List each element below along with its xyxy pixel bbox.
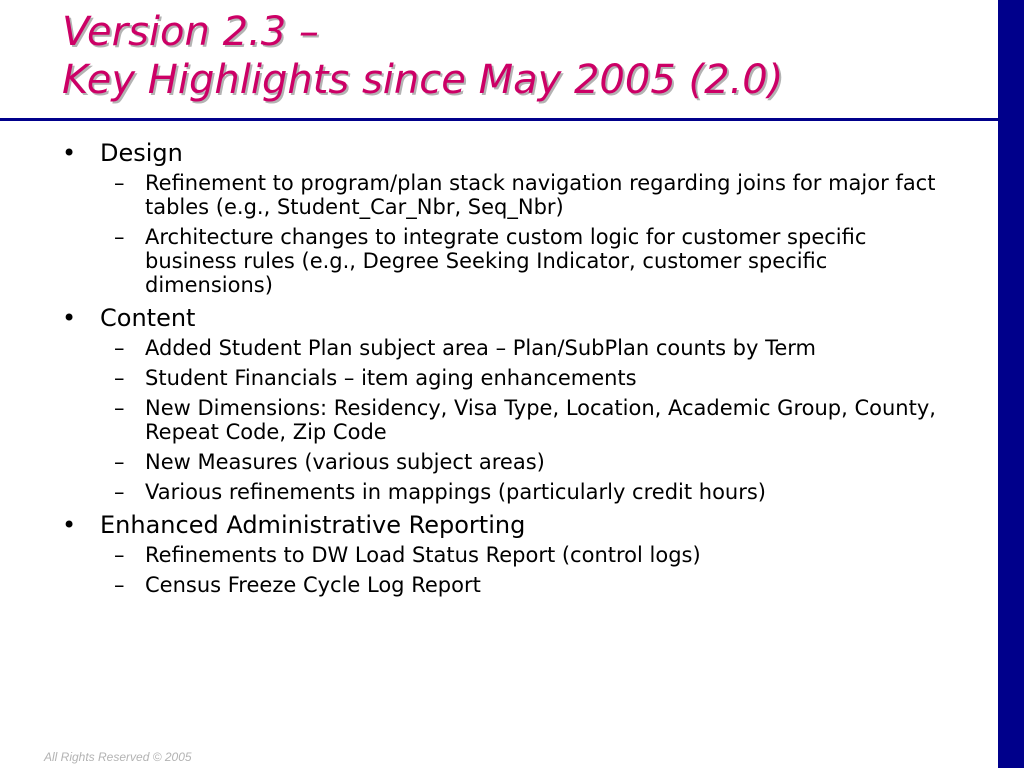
sub-item — [100, 543, 950, 567]
sub-item — [100, 396, 950, 444]
copyright-footer: All Rights Reserved © 2005 — [44, 750, 192, 764]
sub-item — [100, 225, 950, 297]
sub-list — [100, 336, 950, 504]
sub-item — [100, 171, 950, 219]
dash-icon: – — [114, 450, 125, 474]
dash-icon: – — [114, 171, 125, 195]
slide-title-line-2: Key Highlights since May 2005 (2.0) — [62, 57, 784, 103]
bullet-design — [60, 138, 950, 297]
sub-item — [100, 450, 950, 474]
title-divider — [0, 118, 1024, 121]
sub-list — [100, 543, 950, 597]
bullet-label: Enhanced Administrative Reporting — [100, 511, 526, 539]
sub-item-text: Census Freeze Cycle Log Report — [145, 573, 481, 597]
sub-item — [100, 480, 950, 504]
dash-icon: – — [114, 543, 125, 567]
slide-body — [60, 138, 950, 603]
dash-icon: – — [114, 225, 125, 249]
sub-item — [100, 573, 950, 597]
dash-icon: – — [114, 336, 125, 360]
dash-icon: – — [114, 366, 125, 390]
bullet-label: Design — [100, 139, 183, 167]
bullet-icon: • — [62, 139, 77, 167]
sub-item-text: Refinements to DW Load Status Report (control logs) — [145, 543, 701, 567]
sub-item — [100, 336, 950, 360]
bullet-list — [60, 138, 950, 597]
sub-item-text: Student Financials – item aging enhancements — [145, 366, 637, 390]
bullet-icon: • — [62, 511, 77, 539]
sub-item — [100, 366, 950, 390]
bullet-label: Content — [100, 304, 196, 332]
sub-list — [100, 171, 950, 297]
slide-title-line-1: Version 2.3 – — [62, 9, 319, 55]
dash-icon: – — [114, 396, 125, 420]
sub-item-text: Architecture changes to integrate custom logic for customer specific business rules (e.g., Degree Seeking Indicator, customer specific dimensions) — [145, 225, 867, 297]
dash-icon: – — [114, 480, 125, 504]
bullet-enhanced-administrative-reporting — [60, 510, 950, 597]
sub-item-text: Various refinements in mappings (particularly credit hours) — [145, 480, 766, 504]
sub-item-text: Refinement to program/plan stack navigation regarding joins for major fact tables (e.g., Student_Car_Nbr, Seq_Nbr) — [145, 171, 936, 219]
bullet-icon: • — [62, 304, 77, 332]
sub-item-text: New Dimensions: Residency, Visa Type, Location, Academic Group, County, Repeat Code, Zip Code — [145, 396, 936, 444]
bullet-content — [60, 303, 950, 504]
dash-icon: – — [114, 573, 125, 597]
slide-title — [62, 8, 783, 104]
right-accent-bar — [998, 0, 1024, 768]
sub-item-text: Added Student Plan subject area – Plan/SubPlan counts by Term — [145, 336, 817, 360]
sub-item-text: New Measures (various subject areas) — [145, 450, 545, 474]
